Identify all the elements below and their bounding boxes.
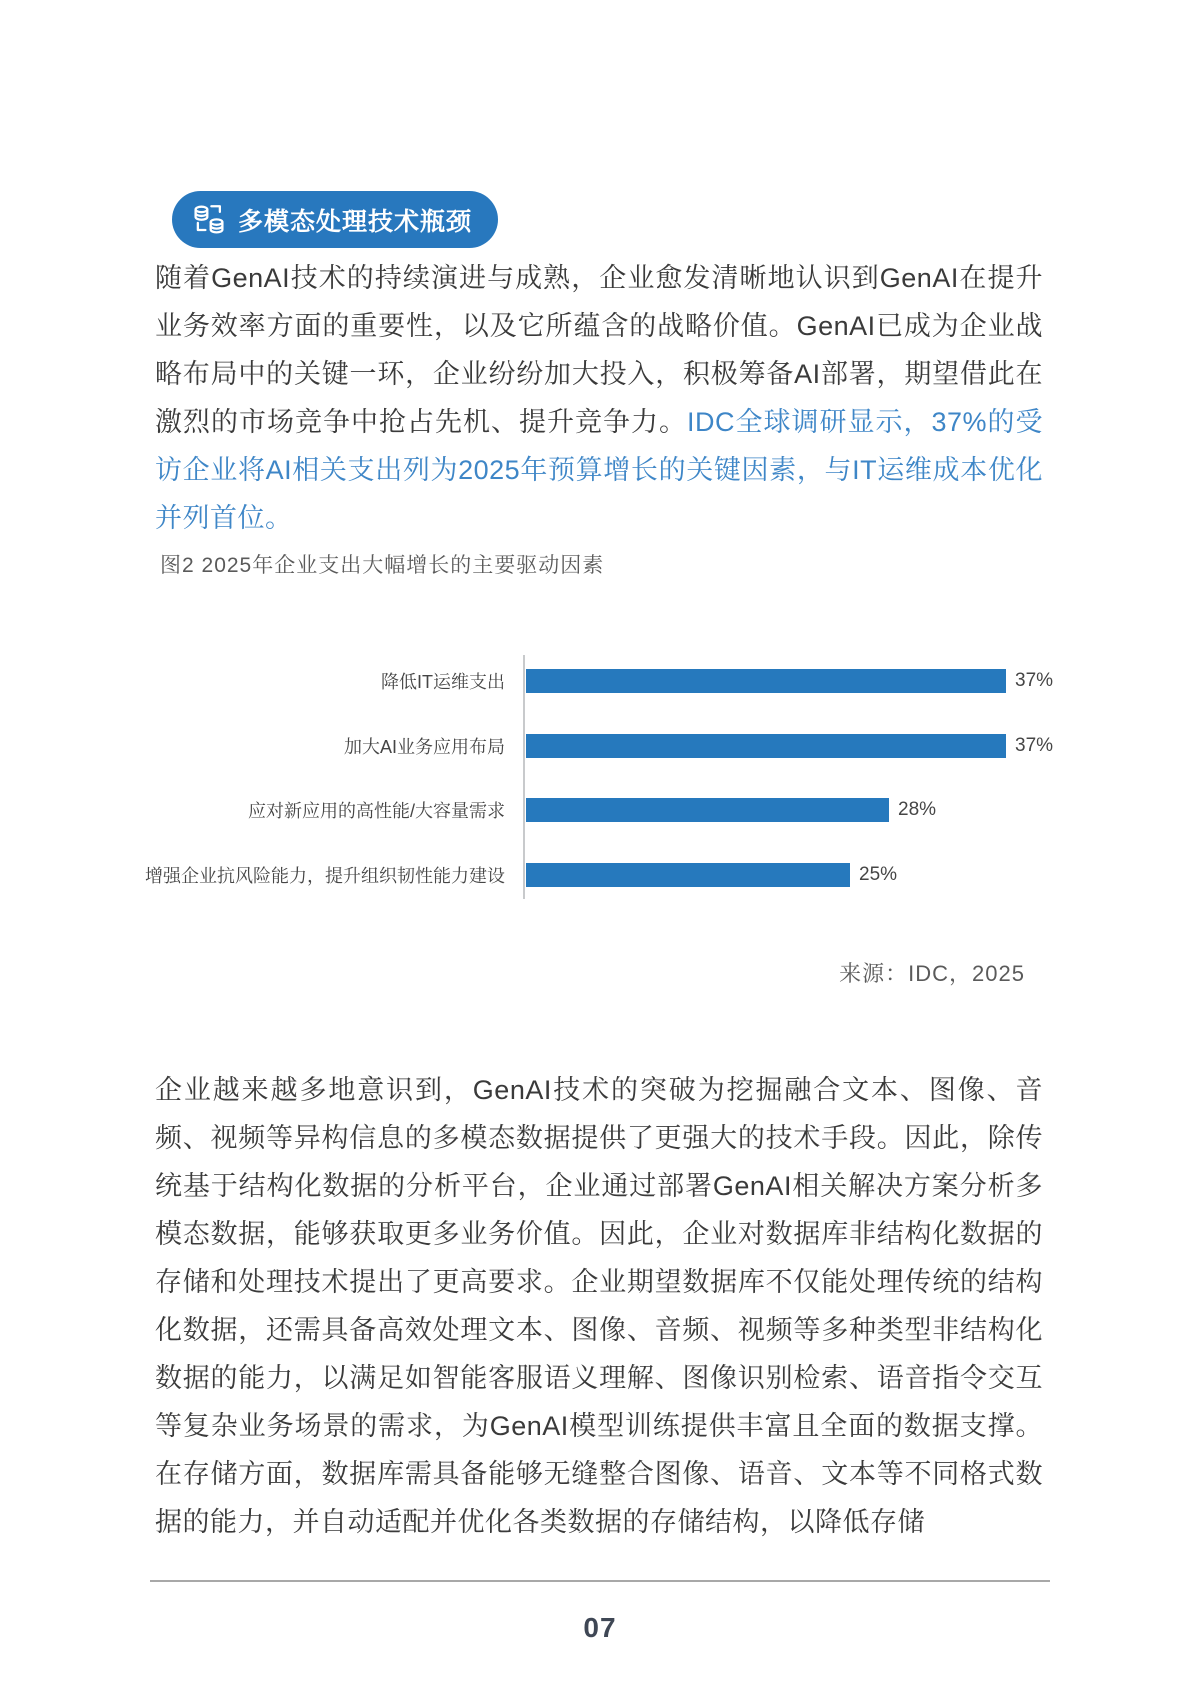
- chart-value-label: 37%: [1015, 734, 1054, 756]
- chart-value-label: 25%: [859, 863, 898, 885]
- chart-rows: [145, 649, 1085, 907]
- chart-bar: [526, 798, 889, 822]
- intro-text: 随着GenAI技术的持续演进与成熟，企业愈发清晰地认识到GenAI在提升业务效率方面的重要性，以及它所蕴含的战略价值。GenAI已成为企业战略布局中的关键一环，企业纷纷加大投入，积极筹备AI部署，期望借此在激烈的市场竞争中抢占先机、提升竞争力。: [155, 263, 1043, 437]
- chart-row: [155, 649, 1085, 714]
- chart-row: [155, 714, 1085, 779]
- chart-bar: [526, 863, 850, 887]
- section-badge: [172, 191, 498, 248]
- chart-row: [145, 843, 1085, 908]
- chart-category-label: 增强企业抗风险能力，提升组织韧性能力建设: [145, 865, 505, 886]
- chart-value-label: 28%: [898, 799, 937, 821]
- figure-caption: 图2 2025年企业支出大幅增长的主要驱动因素: [160, 554, 605, 577]
- chart-category-label: 降低IT运维支出: [381, 672, 505, 693]
- body-paragraph: 企业越来越多地意识到，GenAI技术的突破为挖掘融合文本、图像、音频、视频等异构信息的多模态数据提供了更强大的技术手段。因此，除传统基于结构化数据的分析平台，企业通过部署GenAI相关解决方案分析多模态数据，能够获取更多业务价值。因此，企业对数据库非结构化数据的存储和处理技术提出了更高要求。企业期望数据库不仅能处理传统的结构化数据，还需具备高效处理文本、图像、音频、视频等多种类型非结构化数据的能力，以满足如智能客服语义理解、图像识别检索、语音指令交互等复杂业务场景的需求，为GenAI模型训练提供丰富且全面的数据支撑。在存储方面，数据库需具备能够无缝整合图像、语音、文本等不同格式数据的能力，并自动适配并优化各类数据的存储结构，以降低存储: [155, 1075, 1043, 1537]
- bar-chart: [145, 649, 1085, 907]
- footer-divider: [150, 1580, 1050, 1582]
- intro-highlight: IDC全球调研显示，37%的受访企业将AI相关支出列为2025年预算增长的关键因素，与IT运维成本优化并列首位。: [155, 407, 1043, 533]
- database-cluster-icon: [192, 203, 226, 237]
- figure-source: 来源：IDC，2025: [839, 961, 1025, 986]
- section-badge-label: 多模态处理技术瓶颈: [238, 207, 473, 236]
- chart-bar: [526, 669, 1006, 693]
- chart-category-label: 加大AI业务应用布局: [343, 736, 505, 757]
- chart-bar: [526, 734, 1006, 758]
- chart-value-label: 37%: [1015, 670, 1054, 692]
- chart-category-label: 应对新应用的高性能/大容量需求: [248, 801, 505, 822]
- chart-row: [155, 778, 1085, 843]
- page-number: 07: [583, 1612, 617, 1643]
- intro-paragraph: [155, 254, 1043, 542]
